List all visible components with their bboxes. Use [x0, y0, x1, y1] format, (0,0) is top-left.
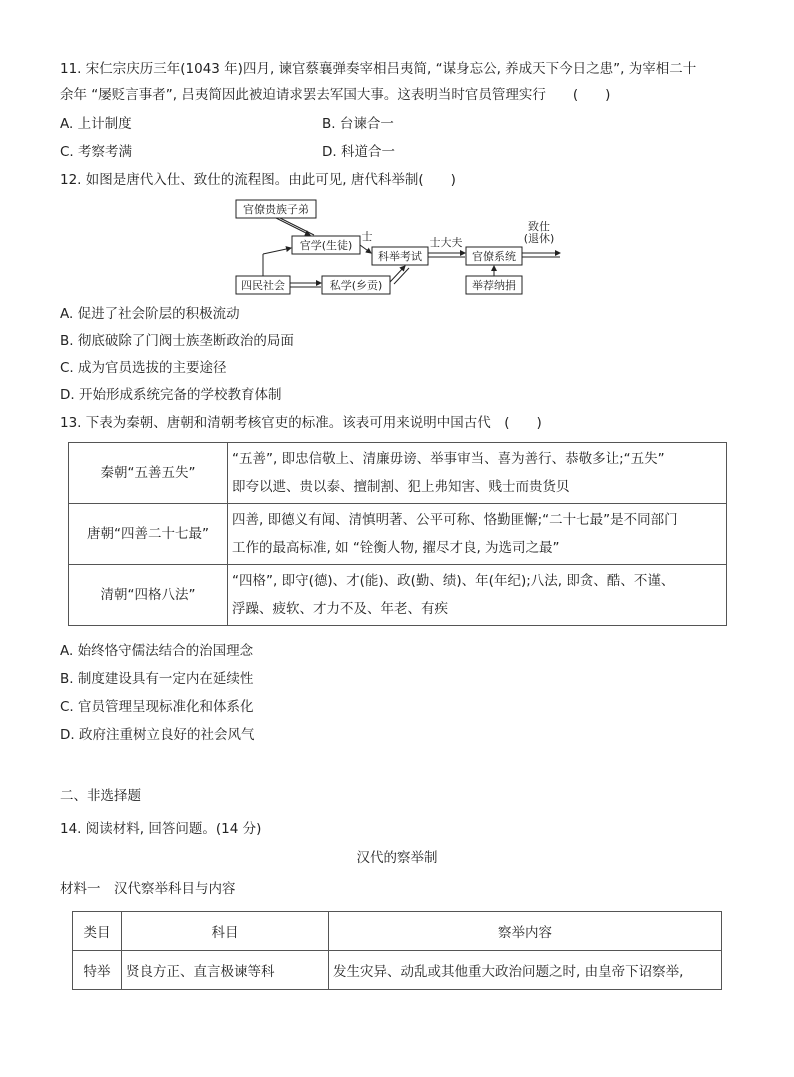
q13-table — [68, 442, 727, 626]
q14-material1-caption: 材料一 汉代察举科目与内容 — [60, 881, 236, 897]
q13-row-qing-key: 清朝“四格八法” — [69, 565, 228, 626]
table-row — [73, 951, 722, 990]
q13-option-c: C. 官员管理呈现标准化和体系化 — [60, 699, 254, 715]
col-header: 类目 — [73, 912, 122, 951]
label-shi: 士 — [361, 230, 373, 243]
section-heading: 二、非选择题 — [60, 788, 141, 804]
q13-option-a: A. 始终恪守儒法结合的治国理念 — [60, 643, 254, 659]
q12-option-d: D. 开始形成系统完备的学校教育体制 — [60, 387, 282, 403]
q12-option-b: B. 彻底破除了门阀士族垄断政治的局面 — [60, 333, 294, 349]
label-zhishi: 致仕 — [528, 220, 550, 233]
q12-option-c: C. 成为官员选拔的主要途径 — [60, 360, 227, 376]
table-cell: 特举 — [73, 951, 122, 990]
q11-option-b: B. 台谏合一 — [322, 116, 394, 132]
q13-row-qin-content — [228, 443, 727, 504]
table-cell: 贤良方正、直言极谏等科 — [122, 951, 329, 990]
q13-row-qing-content — [228, 565, 727, 626]
cell-line: 即夸以迣、贵以泰、擅制割、犯上弗知害、贱士而贵货贝 — [232, 479, 570, 495]
label-shidafu: 士大夫 — [429, 236, 463, 249]
table-header-row — [73, 912, 722, 951]
col-header: 察举内容 — [329, 912, 722, 951]
q13-row-tang-key: 唐朝“四善二十七最” — [69, 504, 228, 565]
label-sixue: 私学(乡贡) — [329, 279, 383, 292]
q13-stem: 13. 下表为秦朝、唐朝和清朝考核官吏的标准。该表可用来说明中国古代 ( ) — [60, 415, 542, 431]
q13-option-d: D. 政府注重树立良好的社会风气 — [60, 727, 255, 743]
table-cell: 发生灾异、动乱或其他重大政治问题之时, 由皇帝下诏察举, — [329, 951, 722, 990]
q13-row-tang-content — [228, 504, 727, 565]
q11-option-d: D. 科道合一 — [322, 144, 395, 160]
q11-stem-line2: 余年 “屡贬言事者”, 吕夷简因此被迫请求罢去军国大事。这表明当时官员管理实行 ( ) — [60, 87, 611, 103]
cell-line: “四格”, 即守(德)、才(能)、政(勤、绩)、年(年纪);八法, 即贪、酷、不谨、 — [232, 573, 675, 589]
table-row — [69, 443, 727, 504]
q14-title: 汉代的察举制 — [356, 850, 438, 866]
q14-table — [72, 911, 722, 990]
table-row — [69, 504, 727, 565]
q13-option-b: B. 制度建设具有一定内在延续性 — [60, 671, 254, 687]
q13-row-qin-key: 秦朝“五善五失” — [69, 443, 228, 504]
q11-option-a: A. 上计制度 — [60, 116, 132, 132]
cell-line: 浮躁、疲软、才力不及、年老、有疾 — [232, 601, 448, 617]
label-guanliao-xitong: 官僚系统 — [472, 250, 516, 263]
col-header: 科目 — [122, 912, 329, 951]
cell-line: “五善”, 即忠信敬上、清廉毋谤、举事审当、喜为善行、恭敬多让;“五失” — [232, 451, 665, 467]
label-simin: 四民社会 — [241, 279, 285, 292]
q12-stem: 12. 如图是唐代入仕、致仕的流程图。由此可见, 唐代科举制( ) — [60, 172, 456, 188]
q11-option-c: C. 考察考满 — [60, 144, 133, 160]
cell-line: 工作的最高标准, 如 “铨衡人物, 擢尽才良, 为选司之最” — [232, 540, 560, 556]
q14-stem: 14. 阅读材料, 回答问题。(14 分) — [60, 821, 262, 837]
label-keju: 科举考试 — [378, 250, 422, 263]
label-guanliao-zidi: 官僚贵族子弟 — [243, 203, 309, 216]
label-jianju: 举荐纳捐 — [472, 279, 516, 292]
q12-option-a: A. 促进了社会阶层的积极流动 — [60, 306, 240, 322]
label-tuixiu: (退休) — [523, 232, 555, 245]
label-guanxue: 官学(生徒) — [299, 239, 353, 252]
cell-line: 四善, 即德义有闻、清慎明著、公平可称、恪勤匪懈;“二十七最”是不同部门 — [232, 512, 678, 528]
q12-flow-diagram — [230, 198, 570, 298]
q11-stem-line1: 11. 宋仁宗庆历三年(1043 年)四月, 谏官蔡襄弹奏宰相吕夷简, “谋身忘公, 养成天下今日之患”, 为宰相二十 — [60, 61, 697, 77]
table-row — [69, 565, 727, 626]
